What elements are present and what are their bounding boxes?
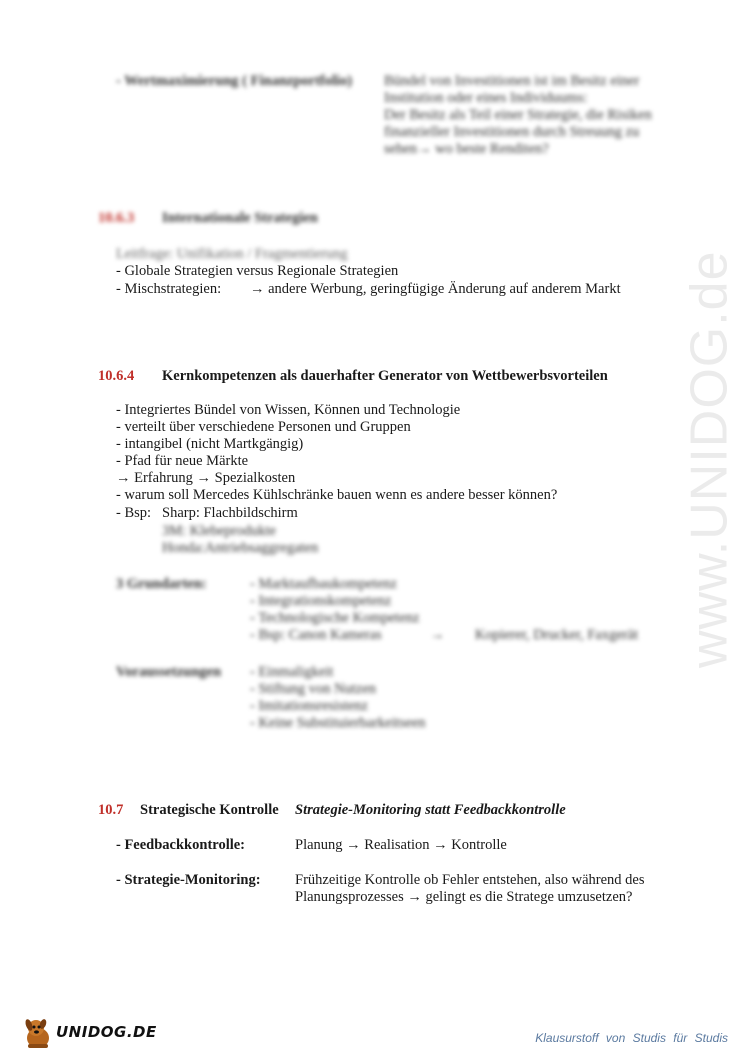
list-item: - Integriertes Bündel von Wissen, Können und Technologie <box>116 402 461 418</box>
portfolio-text-2: Institution oder eines Individuums: <box>384 90 588 106</box>
feedbackkontrolle-label: - Feedbackkontrolle: <box>116 837 246 853</box>
section-number-1063: 10.6.3 <box>98 210 135 226</box>
voraussetzung-item: - Imitationsresistenz <box>250 698 368 714</box>
leitfrage-text: Leitfrage: Unifikation / Fragmentierung <box>116 246 348 262</box>
section-title-1063: Internationale Strategien <box>162 210 318 226</box>
mischstrategien-text: → andere Werbung, geringfügige Änderung auf anderem Markt <box>250 281 621 297</box>
section-number-1064: 10.6.4 <box>98 368 135 384</box>
arrow-icon: → <box>430 627 445 643</box>
grundart-item: - Marktaufbaukompetenz <box>250 576 397 592</box>
voraussetzung-item: - Einmaligkeit <box>250 664 334 680</box>
section-title-1064: Kernkompetenzen als dauerhafter Generator von Wettbewerbsvorteilen <box>162 368 608 384</box>
bsp-example-3: Honda:Antriebsaggregaten <box>162 540 319 556</box>
logo-text: UNIDOG.DE <box>56 1023 157 1042</box>
grundart-item: - Bsp: Canon Kameras <box>250 627 382 643</box>
list-item: - warum soll Mercedes Kühlschränke bauen wenn es andere besser können? <box>116 487 558 503</box>
portfolio-text-5: sehen→ wo beste Renditen? <box>384 141 549 157</box>
unidog-logo[interactable] <box>22 1014 157 1052</box>
grundart-item: - Integrationskompetenz <box>250 593 392 609</box>
footer-tagline: Klausurstoff von Studis für Studis <box>535 1031 728 1045</box>
dog-icon <box>22 1016 54 1050</box>
bsp-example-2: 3M: Klebeprodukte <box>162 523 276 539</box>
voraussetzungen-label: Voraussetzungen <box>116 664 222 680</box>
mischstrategien-label: - Mischstrategien: <box>116 281 222 297</box>
list-item: → Erfahrung → Spezialkosten <box>116 470 296 486</box>
voraussetzung-item: - Keine Substituierbarkeitseen <box>250 715 426 731</box>
section-title-107: Strategische Kontrolle <box>140 802 279 818</box>
list-item: - Pfad für neue Märkte <box>116 453 249 469</box>
grundart-item: - Technologische Kompetenz <box>250 610 420 626</box>
feedbackkontrolle-text: Planung → Realisation → Kontrolle <box>295 837 507 853</box>
strategie-monitoring-label: - Strategie-Monitoring: <box>116 872 261 888</box>
watermark: www.UNIDOG.de <box>680 250 739 668</box>
list-item: - Globale Strategien versus Regionale Strategien <box>116 263 399 279</box>
portfolio-text-4: finanzieller Investitionen durch Streuung zu <box>384 124 640 140</box>
strategie-monitoring-text-2: Planungsprozesses → gelingt es die Stratege umzusetzen? <box>295 889 633 905</box>
portfolio-label: - Wertmaximierung ( Finanzportfolio) <box>116 73 353 89</box>
voraussetzung-item: - Stiftung von Nutzen <box>250 681 377 697</box>
list-item: - intangibel (nicht Martkgängig) <box>116 436 304 452</box>
portfolio-text-1: Bündel von Investitionen ist im Besitz einer <box>384 73 640 89</box>
section-subtitle-107: Strategie-Monitoring statt Feedbackkontrolle <box>295 802 566 818</box>
grundart-extra: Kopierer, Drucker, Faxgerät <box>475 627 639 643</box>
bsp-label: - Bsp: <box>116 505 152 521</box>
section-number-107: 10.7 <box>98 802 124 818</box>
grundarten-label: 3 Grundarten: <box>116 576 207 592</box>
bsp-example-1: Sharp: Flachbildschirm <box>162 505 298 521</box>
portfolio-text-3: Der Besitz als Teil einer Strategie, die Risiken <box>384 107 652 123</box>
strategie-monitoring-text-1: Frühzeitige Kontrolle ob Fehler entstehen, also während des <box>295 872 645 888</box>
list-item: - verteilt über verschiedene Personen und Gruppen <box>116 419 411 435</box>
